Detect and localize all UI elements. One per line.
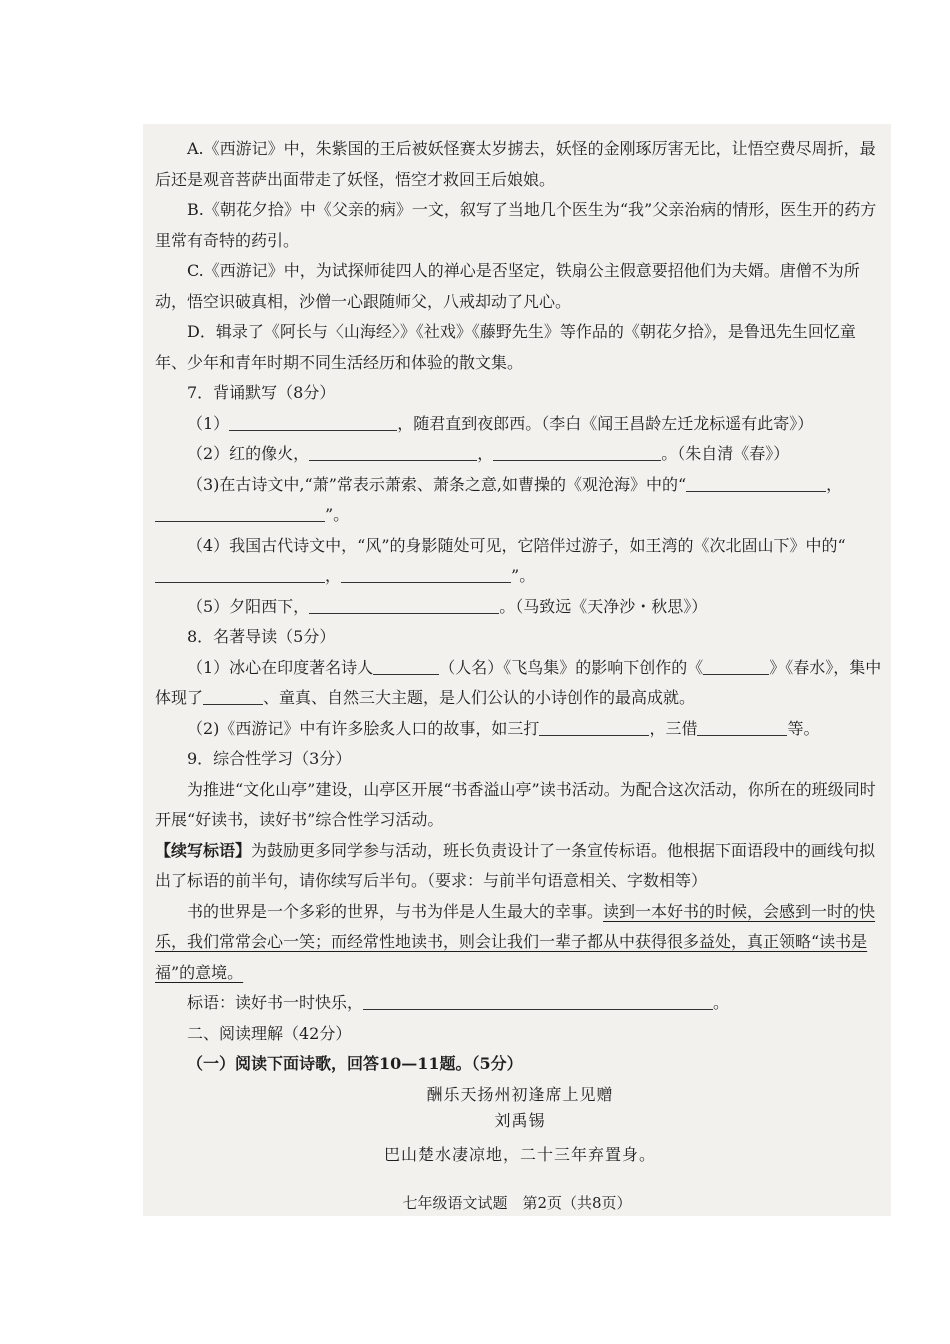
q7-item-4-text-a: （4）我国古代诗文中，“风”的身影随处可见，它陪伴过游子，如王湾的《次北固山下》中的“ — [187, 535, 846, 555]
q8-item-1-text-c: 》《春水》，集中体现了 — [155, 657, 882, 707]
poem-line-1: 巴山楚水凄凉地，二十三年弃置身。 — [383, 1144, 656, 1164]
page-footer: 七年级语文试题 第2页（共8页） — [402, 1194, 632, 1212]
answer-blank[interactable] — [155, 564, 325, 583]
q7-item-5 — [155, 592, 885, 623]
answer-blank[interactable] — [686, 473, 826, 492]
answer-blank[interactable] — [229, 412, 397, 431]
q7-item-3-text-a: （3)在古诗文中,“萧”常表示萧索、萧条之意,如曹操的《观沧海》中的“ — [187, 474, 687, 494]
section-2-subtitle: （一）阅读下面诗歌，回答10—11题。（5分） — [187, 1054, 523, 1073]
q8-item-2-text-a: （2)《西游记》中有许多脍炙人口的故事，如三打 — [187, 718, 540, 738]
q6-option-a: A.《西游记》中，朱紫国的王后被妖怪赛太岁掳去，妖怪的金刚琢厉害无比，让悟空费尽周折，最后还是观音菩萨出面带走了妖怪，悟空才救回王后娘娘。 — [155, 139, 876, 189]
q8-item-2 — [155, 714, 885, 745]
q7-item-2 — [155, 439, 885, 470]
q7-item-2-text-c: 。（朱自清《春》） — [661, 444, 790, 463]
q9-task — [155, 836, 885, 897]
q7-item-4 — [155, 531, 885, 592]
poem-title: 酬乐天扬州初逢席上见赠 — [426, 1084, 614, 1104]
q8-item-2-text-b: ，三借 — [649, 718, 698, 738]
q6-option-d: D．辑录了《阿长与〈山海经〉》《社戏》《藤野先生》等作品的《朝花夕拾》，是鲁迅先生回忆童年、少年和青年时期不同生活经历和体验的散文集。 — [155, 322, 856, 372]
answer-blank[interactable] — [363, 991, 713, 1010]
answer-blank[interactable] — [203, 686, 263, 705]
answer-blank[interactable] — [539, 717, 649, 736]
q9-slogan-text: 标语：读好书一时快乐， — [187, 993, 364, 1012]
q7-title: 7．背诵默写（8分） — [187, 383, 336, 402]
q9-title: 9．综合性学习（3分） — [187, 749, 352, 768]
q8-title: 8．名著导读（5分） — [187, 627, 336, 646]
q9-intro: 为推进“文化山亭”建设，山亭区开展“书香溢山亭”读书活动。为配合这次活动，你所在的班级同时开展“好读书，读好书”综合性学习活动。 — [155, 779, 876, 829]
q9-slogan — [155, 988, 885, 1019]
q7-item-3 — [155, 470, 885, 531]
q8-item-1-text-d: 、童真、自然三大主题，是人们公认的小诗创作的最高成就。 — [263, 688, 696, 707]
q9-passage-underlined: 读到一本好书的时候，会感到一时的快乐，我们常常会心一笑；而经常性地读书，则会让我们一辈子都从中获得很多益处，真正领略“读书是福”的意境。 — [155, 901, 876, 982]
section-2-title: 二、阅读理解（42分） — [187, 1023, 352, 1043]
q8-item-2-text-c: 等。 — [787, 718, 820, 738]
q7-item-5-text-a: （5）夕阳西下， — [187, 596, 310, 616]
q9-task-label: 【续写标语】 — [155, 840, 252, 860]
q7-item-1-text: ，随君直到夜郎西。（李白《闻王昌龄左迁龙标遥有此寄》） — [397, 413, 814, 433]
answer-blank[interactable] — [341, 564, 511, 583]
answer-blank[interactable] — [697, 717, 787, 736]
answer-blank[interactable] — [493, 442, 661, 461]
q9-passage — [155, 897, 885, 989]
q6-option-b: B.《朝花夕拾》中《父亲的病》一文，叙写了当地几个医生为“我”父亲治病的情形，医生开的药方里常有奇特的药引。 — [155, 200, 877, 250]
q7-item-4-text-b: ， — [325, 566, 342, 585]
q8-item-1-text-b: （人名）《飞鸟集》的影响下创作的《 — [439, 657, 704, 677]
q8-item-1-text-a: （1）冰心在印度著名诗人 — [187, 657, 374, 677]
q9-slogan-end: 。 — [713, 993, 730, 1012]
q6-option-c: C.《西游记》中，为试探师徒四人的禅心是否坚定，铁扇公主假意要招他们为夫婿。唐僧不为所动，悟空识破真相，沙僧一心跟随师父，八戒却动了凡心。 — [155, 261, 860, 311]
q7-item-4-text-c: ”。 — [511, 566, 536, 585]
q7-item-1-number: （1） — [187, 413, 230, 433]
q7-item-2-text-a: （2）红的像火， — [187, 444, 310, 463]
q7-item-2-text-b: ， — [477, 444, 494, 463]
q9-task-text: 为鼓励更多同学参与活动，班长负责设计了一条宣传标语。他根据下面语段中的画线句拟出了标语的前半句，请你续写后半句。（要求：与前半句语意相关、字数相等） — [155, 840, 876, 890]
q8-item-1 — [155, 653, 885, 714]
q9-passage-plain: 书的世界是一个多彩的世界，与书为伴是人生最大的幸事。 — [187, 901, 604, 921]
q7-item-3-text-c: ”。 — [325, 505, 350, 524]
answer-blank[interactable] — [309, 442, 477, 461]
answer-blank[interactable] — [703, 656, 769, 675]
q7-item-1 — [155, 409, 885, 440]
poem-author: 刘禹锡 — [494, 1110, 546, 1130]
answer-blank[interactable] — [155, 503, 325, 522]
q7-item-5-text-b: 。（马致远《天净沙・秋思》） — [499, 596, 708, 616]
answer-blank[interactable] — [373, 656, 439, 675]
answer-blank[interactable] — [309, 595, 499, 614]
exam-content — [155, 134, 885, 1170]
q7-item-3-text-b: ， — [826, 474, 843, 494]
